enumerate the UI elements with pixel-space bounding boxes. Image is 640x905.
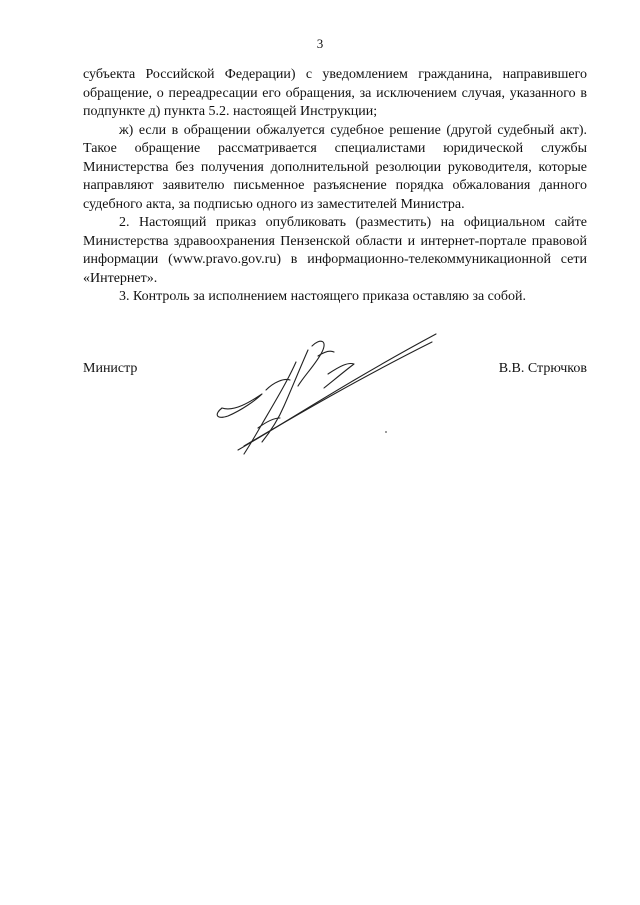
paragraph-item-2-publication: 2. Настоящий приказ опубликовать (разместить) на официальном сайте Министерства здравоохранения Пензенской области и интернет-портале правовой информации (www.pravo.gov.ru) в информационно-телекоммуникационной сети «Интернет». bbox=[83, 215, 587, 286]
page-number: 3 bbox=[316, 36, 324, 51]
handwritten-signature bbox=[200, 328, 440, 464]
paragraph-item-3-control: 3. Контроль за исполнением настоящего приказа оставляю за собой. bbox=[119, 289, 527, 304]
paragraph-item-zh: ж) если в обращении обжалуется судебное решение (другой судебный акт). Такое обращение рассматривается специалистами юридической службы Министерства без получения дополнительной резолюции руководителя, которые направляют заявителю письменное разъяснение порядка обжалования данного судебного акта, за подписью одного из заместителей Министра. bbox=[83, 122, 587, 212]
signer-name: В.В. Стрючков bbox=[498, 361, 587, 376]
signer-title: Министр bbox=[83, 361, 138, 376]
document-body bbox=[83, 66, 587, 307]
paragraph-continuation: субъекта Российской Федерации) с уведомлением гражданина, направившего обращение, о переадресации его обращения, за исключением случая, указанного в подпункте д) пункта 5.2. настоящей Инструкции; bbox=[83, 67, 587, 119]
